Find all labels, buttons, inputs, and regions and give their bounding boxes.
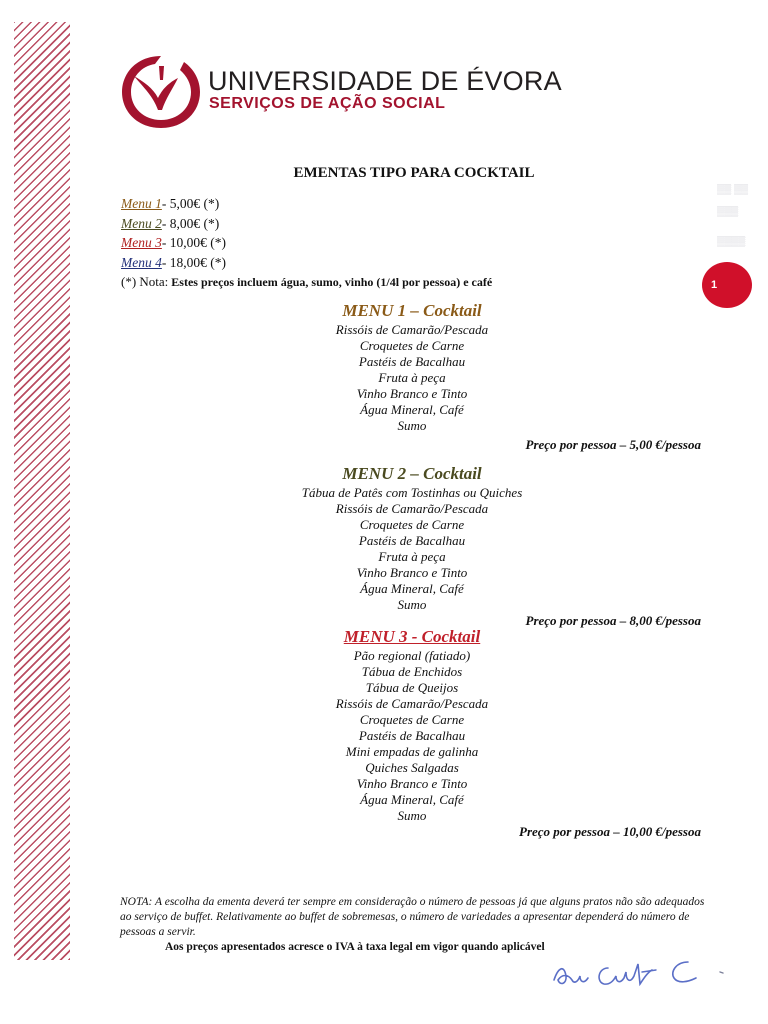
menu-link[interactable]: Menu 4 — [121, 254, 162, 270]
menu-3-price: Preço por pessoa – 10,00 €/pessoa — [519, 824, 701, 839]
menu-item: Rissóis de Camarão/Pescada — [335, 501, 489, 516]
menu-items — [212, 648, 612, 824]
menu-item: Quiches Salgadas — [365, 760, 459, 775]
faint-bleed-through-text: ▒▒▒ — [717, 206, 739, 217]
faint-bleed-through-text: ▒▒▒▒ — [717, 236, 746, 247]
document-title: EMENTAS TIPO PARA COCKTAIL — [293, 165, 535, 181]
decorative-hatched-border — [14, 22, 70, 960]
menu-3-section — [212, 626, 612, 824]
menu-item: Água Mineral, Café — [360, 402, 464, 417]
menu-item: Croquetes de Carne — [359, 712, 465, 727]
price-note-text: Estes preços incluem água, sumo, vinho (1/4l por pessoa) e café — [171, 275, 493, 289]
price-row — [121, 253, 492, 273]
price-note — [121, 272, 492, 293]
price-row — [121, 194, 492, 214]
page-number-badge: 1 — [702, 262, 752, 308]
menu-title: MENU 2 – Cocktail — [342, 464, 482, 483]
handwritten-signature — [552, 950, 732, 992]
price-note-label: (*) Nota: — [121, 274, 169, 289]
price-list — [121, 194, 492, 293]
menu-items — [212, 322, 612, 434]
institution-name: UNIVERSIDADE DE ÉVORA — [208, 66, 562, 96]
faint-bleed-through-text: ▒▒ ▒▒ — [717, 184, 749, 195]
menu-item: Rissóis de Camarão/Pescada — [335, 322, 489, 337]
menu-item: Croquetes de Carne — [359, 338, 465, 353]
menu-item: Sumo — [397, 808, 427, 823]
menu-item: Tábua de Queijos — [365, 680, 459, 695]
menu-item: Pastéis de Bacalhau — [358, 728, 466, 743]
menu-item: Água Mineral, Café — [360, 581, 464, 596]
menu-item: Vinho Branco e Tinto — [356, 776, 468, 791]
menu-item: Croquetes de Carne — [359, 517, 465, 532]
price-row — [121, 214, 492, 234]
menu-item: Vinho Branco e Tinto — [356, 386, 468, 401]
menu-item: Sumo — [397, 597, 427, 612]
menu-link[interactable]: Menu 1 — [121, 196, 162, 211]
vat-notice: Aos preços apresentados acresce o IVA à taxa legal em vigor quando aplicável — [165, 941, 545, 953]
menu-item: Mini empadas de galinha — [345, 744, 479, 759]
menu-item: Fruta à peça — [378, 370, 446, 385]
menu-item: Tábua de Patês com Tostinhas ou Quiches — [301, 485, 523, 500]
menu-item: Rissóis de Camarão/Pescada — [335, 696, 489, 711]
menu-item: Vinho Branco e Tinto — [356, 565, 468, 580]
menu-item: Água Mineral, Café — [360, 792, 464, 807]
menu-title: MENU 1 – Cocktail — [342, 301, 482, 320]
menu-item: Pastéis de Bacalhau — [358, 533, 466, 548]
menu-1-price: Preço por pessoa – 5,00 €/pessoa — [525, 437, 701, 452]
menu-item: Pastéis de Bacalhau — [358, 354, 466, 369]
menu-item: Fruta à peça — [378, 549, 446, 564]
menu-price: - 5,00€ (*) — [161, 196, 220, 211]
menu-price: - 18,00€ (*) — [161, 254, 226, 270]
menu-title: MENU 3 - Cocktail — [343, 627, 481, 646]
menu-link[interactable]: Menu 2 — [121, 215, 162, 231]
department-name: SERVIÇOS DE AÇÃO SOCIAL — [209, 95, 446, 112]
menu-items — [212, 485, 612, 613]
university-logo — [120, 52, 202, 130]
menu-item: Sumo — [397, 418, 427, 433]
menu-price: - 10,00€ (*) — [161, 235, 226, 250]
footer-note: NOTA: A escolha da ementa deverá ter sempre em consideração o número de pessoas já que alguns pratos não são adequados ao serviço de buffet. Relativamente ao buffet de sobremesas, o número de variedades a apresentar dependerá do número de pessoas a servir. — [120, 896, 705, 938]
menu-2-price: Preço por pessoa – 8,00 €/pessoa — [525, 613, 701, 628]
price-row — [121, 233, 492, 253]
menu-price: - 8,00€ (*) — [161, 215, 220, 231]
menu-link[interactable]: Menu 3 — [121, 235, 162, 250]
menu-item: Tábua de Enchidos — [361, 664, 463, 679]
menu-2-section — [212, 463, 612, 613]
menu-1-section — [212, 300, 612, 434]
menu-item: Pão regional (fatiado) — [353, 648, 471, 663]
